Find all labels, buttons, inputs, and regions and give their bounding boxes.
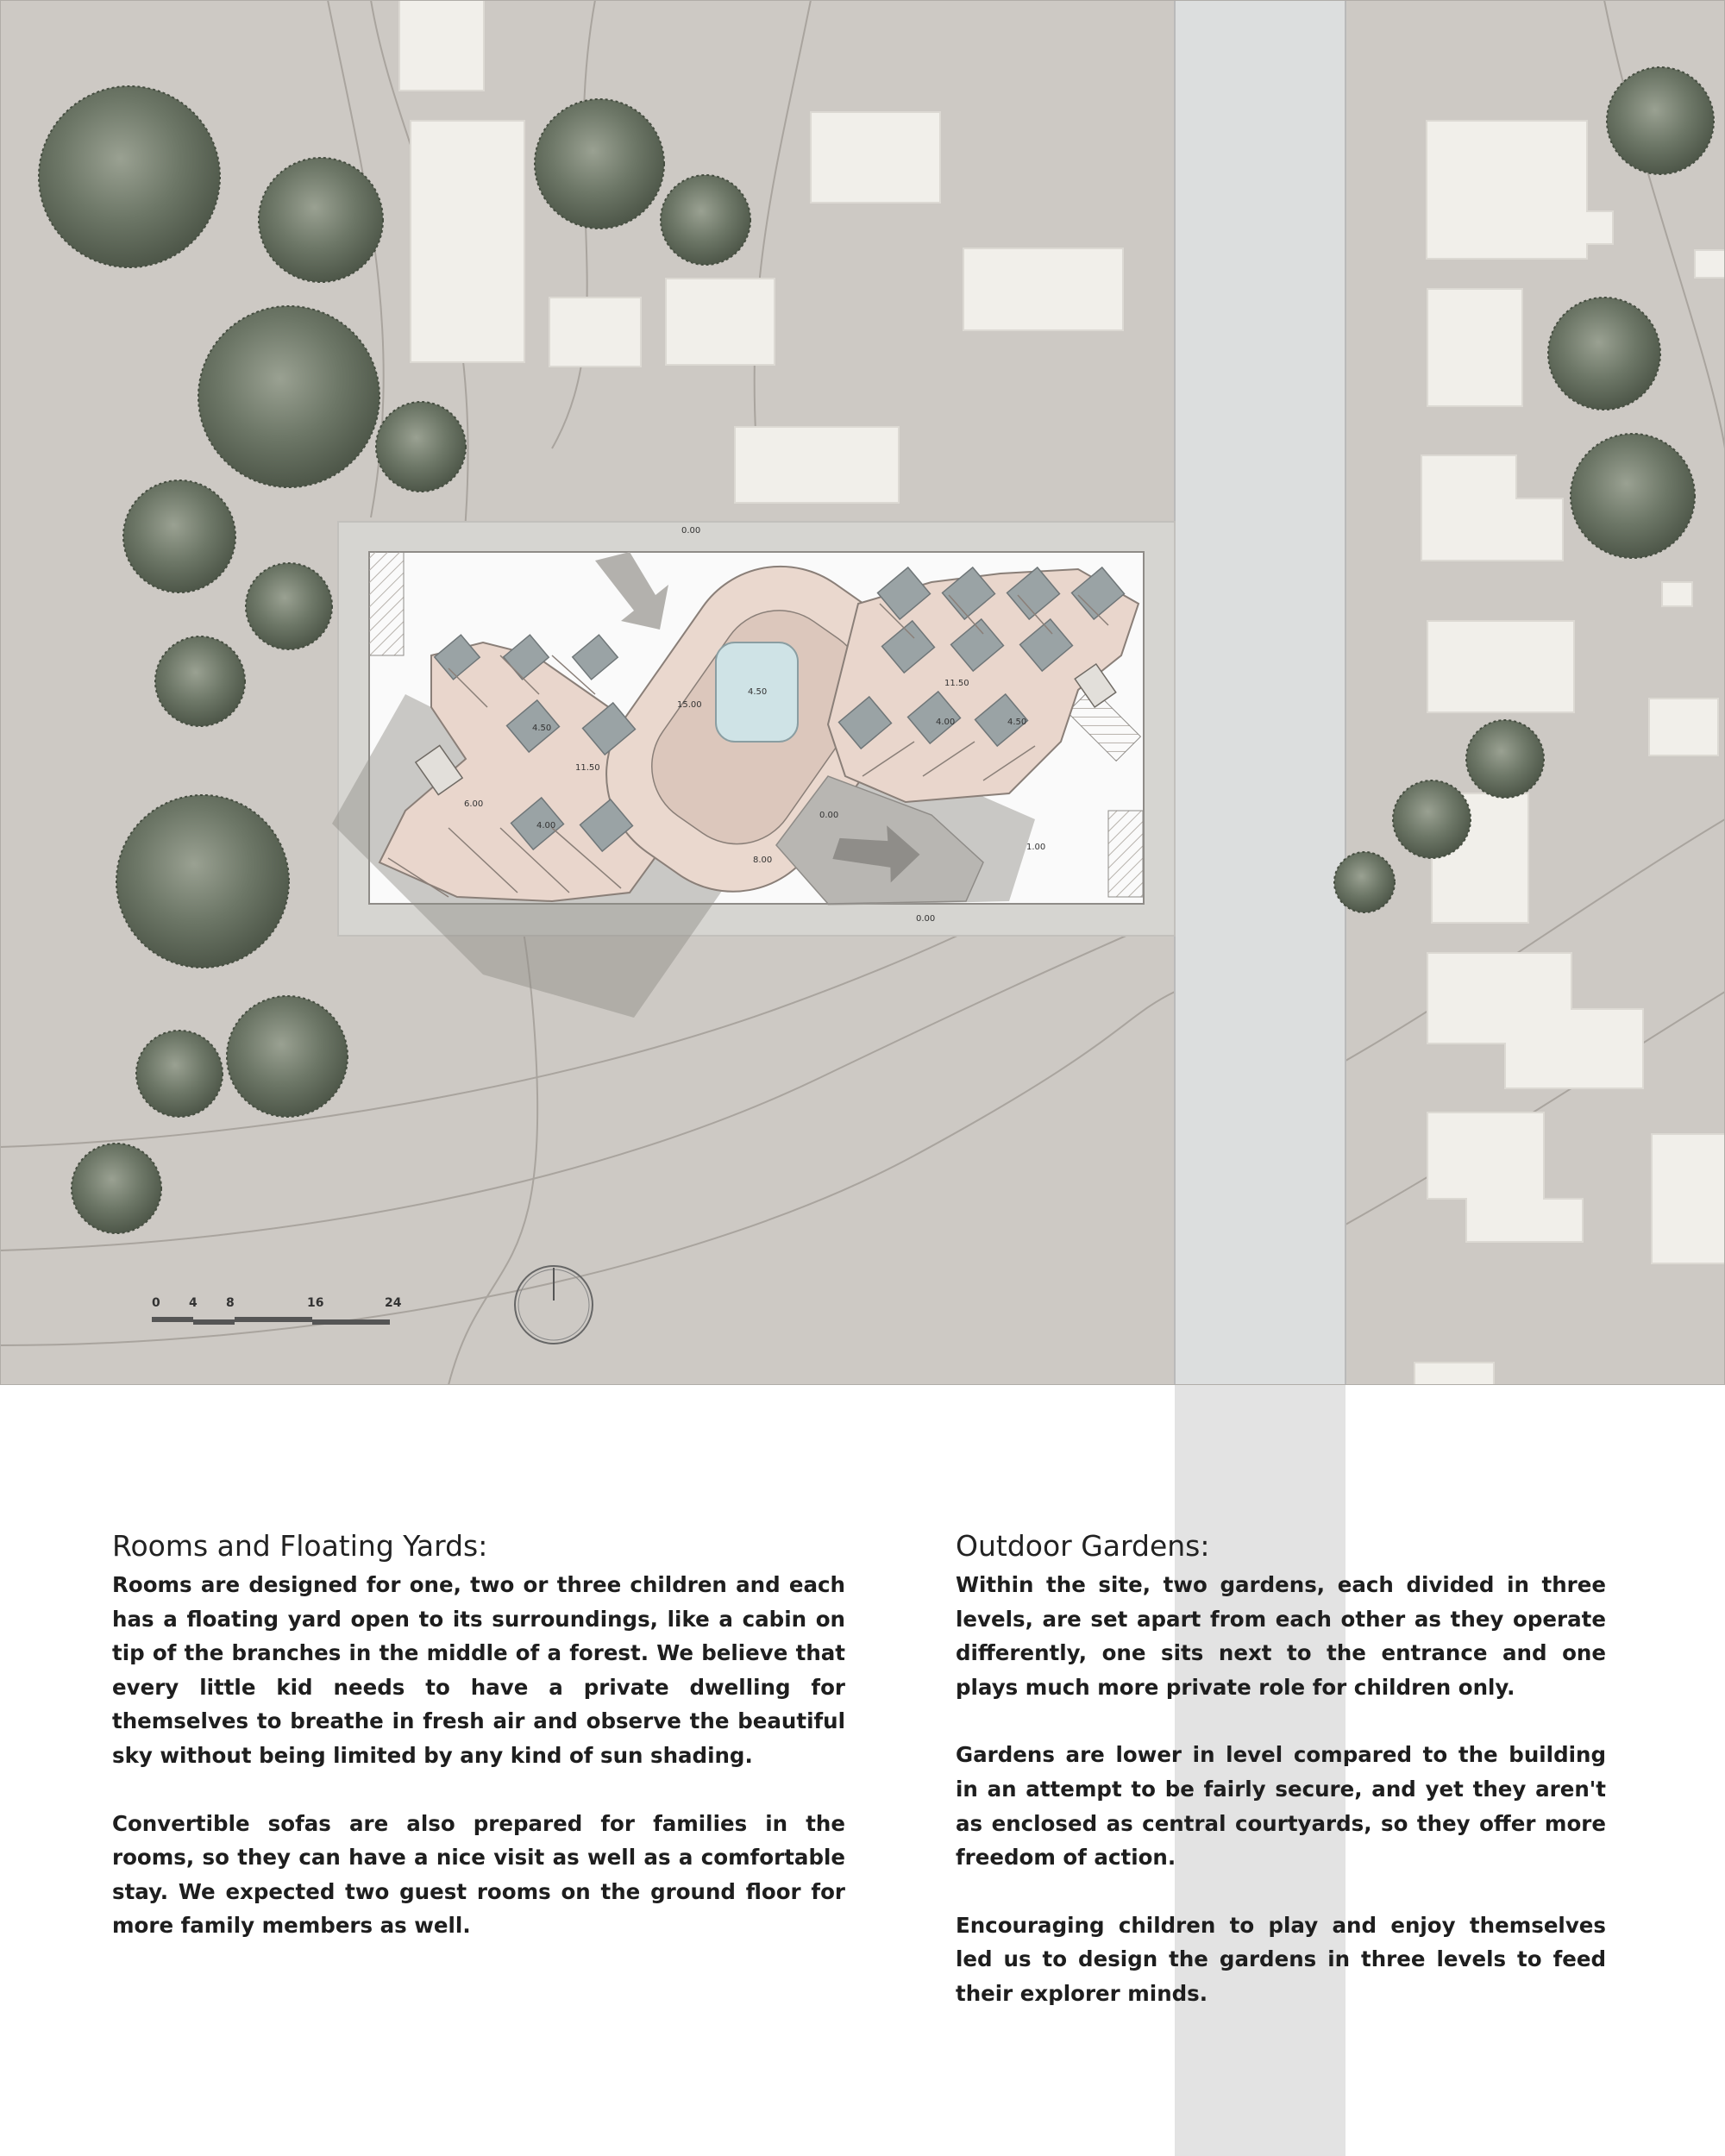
elevation-label: 4.50 [748, 687, 768, 697]
elevation-label: 4.50 [1007, 718, 1027, 727]
section-paragraph: Gardens are lower in level compared to the building in an attempt to be fairly secure, and yet they aren't as enclosed as central courtyards, so they offer more freedom of action. [956, 1742, 1606, 1871]
tree-icon [136, 1031, 223, 1117]
elevation-label: 1.00 [1026, 843, 1046, 852]
tree-icon [259, 158, 383, 282]
elevation-label: 0.00 [681, 526, 701, 536]
tree-icon [1571, 434, 1695, 558]
scale-tick: 4 [189, 1296, 198, 1310]
tree-icon [155, 636, 245, 726]
tree-icon [1607, 67, 1714, 174]
scale-tick: 0 [152, 1296, 160, 1310]
tree-icon [72, 1144, 161, 1233]
elevation-label: 15.00 [677, 700, 702, 710]
tree-icon [1548, 298, 1660, 410]
gardens-section [956, 1528, 1606, 2045]
tree-icon [198, 306, 380, 487]
elevation-label: 6.00 [464, 799, 484, 809]
tree-icon [227, 996, 348, 1117]
tree-icon [116, 795, 289, 968]
section-heading: Outdoor Gardens: [956, 1529, 1210, 1563]
tree-icon [123, 480, 235, 592]
elevation-label: 8.00 [753, 856, 773, 865]
scale-tick: 16 [307, 1296, 324, 1310]
tree-icon [1466, 720, 1544, 798]
tree-icon [1334, 852, 1395, 912]
scale-tick: 8 [226, 1296, 235, 1310]
tree-icon [39, 86, 220, 267]
road [1175, 0, 1346, 1385]
elevation-label: 11.50 [944, 679, 969, 688]
rooms-section [112, 1528, 845, 1977]
section-paragraph: Convertible sofas are also prepared for families in the rooms, so they can have a nice visit as well as a comfortable stay. We expected two guest rooms on the ground floor for more family members as well. [112, 1810, 845, 1939]
tree-icon [535, 99, 664, 229]
section-paragraph: Within the site, two gardens, each divided in three levels, are set apart from each other as they operate differently, one sits next to the entrance and one plays much more private role for children only. [956, 1572, 1606, 1700]
elevation-label: 0.00 [819, 811, 839, 820]
scale-tick: 24 [385, 1296, 402, 1310]
section-heading: Rooms and Floating Yards: [112, 1529, 488, 1563]
elevation-label: 4.00 [536, 821, 556, 830]
section-paragraph: Encouraging children to play and enjoy themselves led us to design the gardens in three levels to feed their explorer minds. [956, 1912, 1606, 2006]
tree-icon [1393, 780, 1471, 858]
section-paragraph: Rooms are designed for one, two or three children and each has a floating yard open to its surroundings, like a cabin on tip of the branches in the middle of a forest. We believe that every little kid needs to have a private dwelling for themselves to breathe in fresh air and observe the beautiful sky without being limited by any kind of sun shading. [112, 1572, 845, 1768]
elevation-label: 11.50 [575, 763, 600, 773]
tree-icon [376, 402, 466, 492]
elevation-label: 4.50 [532, 724, 552, 733]
tree-icon [661, 175, 750, 265]
elevation-label: 0.00 [916, 914, 936, 924]
tree-icon [246, 563, 332, 649]
elevation-label: 4.00 [936, 718, 956, 727]
